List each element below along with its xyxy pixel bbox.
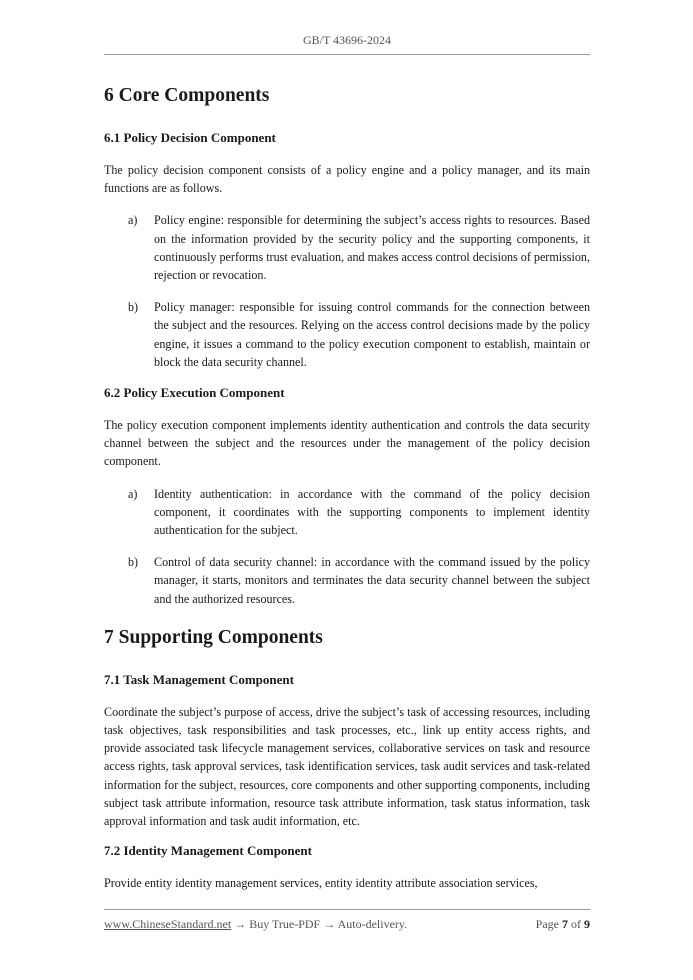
list-item-text: Policy engine: responsible for determining the subject’s access rights to resources. Based on the information provided by the security policy and the supporting components, it continuously performs trust evaluation, and makes access control decisions of permission, rejection or revocation. bbox=[154, 213, 590, 283]
section-7-1-text: Coordinate the subject’s purpose of access, drive the subject’s task of accessing resources, including task objectives, task responsibilities and task processes, etc., link up entity access rights, and provide associated task lifecycle management services, collaborative services on task and resource access rights, task approval services, task identification services, task audit services and task-related information for the subject, resources, core components and other supporting components, including subject task attribute information, resource task attribute information, task status information, task approval information and task audit information, etc. bbox=[104, 704, 590, 829]
list-item bbox=[104, 485, 590, 540]
auto-delivery-text: Auto-delivery. bbox=[337, 917, 408, 931]
page-number: 7 bbox=[562, 917, 568, 931]
of-word: of bbox=[571, 917, 581, 931]
section-7-2-text: Provide entity identity management services, entity identity attribute association services, bbox=[104, 876, 538, 891]
list-item-text: Control of data security channel: in accordance with the command issued by the policy manager, it starts, monitors and terminates the data security channel between the subject and the authorized resources. bbox=[154, 555, 590, 606]
footer-divider bbox=[104, 909, 590, 910]
list-item-label: a) bbox=[128, 486, 138, 501]
section-6-1-intro: The policy decision component consists of a policy engine and a policy manager, and its main functions are as follows. bbox=[104, 163, 590, 196]
section-7-1-heading: 7.1 Task Management Component bbox=[104, 671, 294, 687]
section-6-2-intro: The policy execution component implements identity authentication and controls the data security channel between the subject and the resources under the management of the policy decision component. bbox=[104, 418, 590, 469]
chinesestandard-link[interactable]: www.ChineseStandard.net bbox=[104, 917, 232, 931]
list-item-text: Identity authentication: in accordance with the command of the policy decision component, it coordinates with the supporting components to implement identity authentication for the subject. bbox=[154, 486, 590, 538]
list-item bbox=[104, 553, 590, 608]
header-divider bbox=[104, 54, 590, 55]
list-item-text: Policy manager: responsible for issuing control commands for the connection between the subject and the resources. Relying on the access control decisions made by the policy engine, it issues a command to the policy execution component to establish, maintain or block the data security channel. bbox=[154, 300, 590, 369]
footer-left bbox=[104, 917, 407, 932]
page-content bbox=[104, 84, 590, 892]
list-item-label: b) bbox=[128, 555, 139, 570]
section-7-2-heading: 7.2 Identity Management Component bbox=[104, 843, 312, 859]
section-6-2-heading: 6.2 Policy Execution Component bbox=[104, 385, 285, 401]
buy-true-pdf-text: Buy True-PDF bbox=[249, 917, 321, 931]
section-7-heading: 7 Supporting Components bbox=[104, 626, 323, 648]
list-item-label: b) bbox=[128, 300, 139, 315]
section-6-heading: 6 Core Components bbox=[104, 85, 270, 106]
running-header: GB/T 43696-2024 bbox=[302, 33, 392, 47]
section-6-1-heading: 6.1 Policy Decision Component bbox=[104, 130, 276, 145]
arrow-right-icon: → bbox=[234, 917, 247, 931]
list-item bbox=[104, 211, 590, 284]
page-indicator bbox=[536, 917, 590, 932]
page-total: 9 bbox=[584, 917, 590, 931]
page-footer bbox=[104, 917, 590, 932]
arrow-right-icon: → bbox=[323, 917, 336, 931]
list-item bbox=[104, 298, 590, 371]
page-word: Page bbox=[535, 917, 559, 931]
list-item-label: a) bbox=[128, 213, 138, 228]
